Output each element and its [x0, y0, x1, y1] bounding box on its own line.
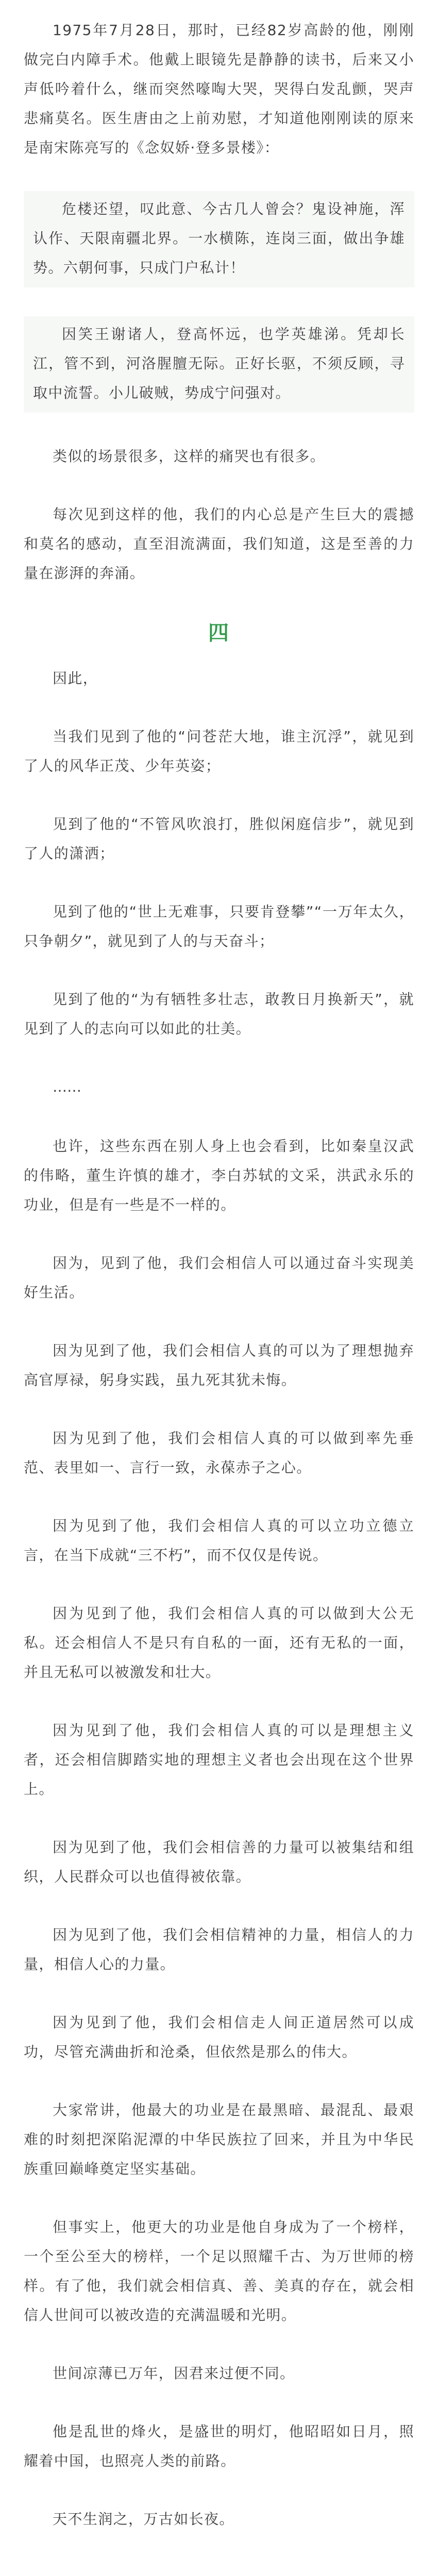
paragraph-similar-scenes: 类似的场景很多，这样的痛哭也有很多。	[53, 448, 326, 465]
paragraph-seen-4: 见到了他的“为有牺牲多壮志，敢教日月换新天”，就见到了人的志向可以如此的壮美。	[24, 991, 414, 1037]
paragraph-beacon: 他是乱世的烽火，是盛世的明灯，他昭昭如日月，照耀着中国，也照亮人类的前路。	[24, 2423, 414, 2469]
poem-quote-1: 危楼还望，叹此意、今古几人曾会？鬼设神施，浑认作、天限南疆北界。一水横陈，连岗三面，做出争雄势。六朝何事，只成门户私计！	[24, 191, 414, 287]
paragraph-because-5: 因为见到了他，我们会相信人真的可以做到大公无私。还会相信人不是只有自私的一面，还有无私的一面，并且无私可以被激发和壮大。	[24, 1605, 414, 1681]
paragraph-because-2: 因为见到了他，我们会相信人真的可以为了理想抛弃高官厚禄，躬身实践，虽九死其犹未悔。	[24, 1342, 414, 1388]
poem-quote-2: 因笑王谢诸人，登高怀远，也学英雄涕。凭却长江，管不到，河洛腥膻无际。正好长驱，不须反顾，寻取中流誓。小儿破贼，势成宁问强对。	[24, 316, 414, 413]
paragraph-maybe: 也许，这些东西在别人身上也会看到，比如秦皇汉武的伟略，董生许慎的雄才，李白苏轼的文采，洪武永乐的功业，但是有一些是不一样的。	[24, 1138, 414, 1213]
paragraph-because-8: 因为见到了他，我们会相信精神的力量，相信人的力量，相信人心的力量。	[24, 1926, 414, 1973]
paragraph-seen-2: 见到了他的“不管风吹浪打，胜似闲庭信步”，就见到了人的潇洒；	[24, 816, 414, 862]
paragraph-seen-3: 见到了他的“世上无难事，只要肯登攀”“一万年太久，只争朝夕”，就见到了人的与天奋斗；	[24, 903, 414, 950]
paragraph-closing: 天不生润之，万古如长夜。	[53, 2511, 234, 2528]
paragraph-because-6: 因为见到了他，我们会相信人真的可以是理想主义者，还会相信脚踏实地的理想主义者也会出现在这个世界上。	[24, 1722, 414, 1798]
paragraph-intro: 1975年7月28日，那时，已经82岁高龄的他，刚刚做完白内障手术。他戴上眼镜先是静静的读书，后来又小声低吟着什么，继而突然嚎啕大哭，哭得白发乱颤，哭声悲痛莫名。医生唐由之上前劝慰，才知道他刚刚读的原来是南宋陈亮写的《念奴娇·登多景楼》：	[24, 22, 414, 156]
paragraph-because-1: 因为，见到了他，我们会相信人可以通过奋斗实现美好生活。	[24, 1255, 414, 1301]
ellipsis-separator: ……	[53, 1078, 81, 1095]
paragraph-great-achievement: 大家常讲，他最大的功业是在最黑暗、最混乱、最艰难的时刻把深陷泥潭的中华民族拉了回来，并且为中华民族重回巅峰奠定坚实基础。	[24, 2102, 414, 2177]
paragraph-because-7: 因为见到了他，我们会相信善的力量可以被集结和组织，人民群众可以也值得被依靠。	[24, 1839, 414, 1885]
paragraph-because-9: 因为见到了他，我们会相信走人间正道居然可以成功，尽管充满曲折和沧桑，但依然是那么的伟大。	[24, 2014, 414, 2060]
paragraph-seen-1: 当我们见到了他的“问苍茫大地，谁主沉浮”，就见到了人的风华正茂、少年英姿；	[24, 728, 414, 774]
paragraph-because-3: 因为见到了他，我们会相信人真的可以做到率先垂范、表里如一、言行一致，永葆赤子之心。	[24, 1430, 414, 1476]
paragraph-because-4: 因为见到了他，我们会相信人真的可以立功立德立言，在当下成就“三不朽”，而不仅仅是传说。	[24, 1517, 414, 1564]
paragraph-every-time: 每次见到这样的他，我们的内心总是产生巨大的震撼和莫名的感动，直至泪流满面，我们知道，这是至善的力量在澎湃的奔涌。	[24, 506, 414, 582]
section-heading-four: 四	[208, 621, 230, 645]
paragraph-role-model: 但事实上，他更大的功业是他自身成为了一个榜样，一个至公至大的榜样，一个足以照耀千古、为万世师的榜样。有了他，我们就会相信真、善、美真的存在，就会相信人世间可以被改造的充满温暖和光明。	[24, 2218, 414, 2324]
paragraph-world-cold: 世间凉薄已万年，因君来过便不同。	[53, 2365, 295, 2382]
paragraph-therefore: 因此，	[53, 670, 98, 687]
